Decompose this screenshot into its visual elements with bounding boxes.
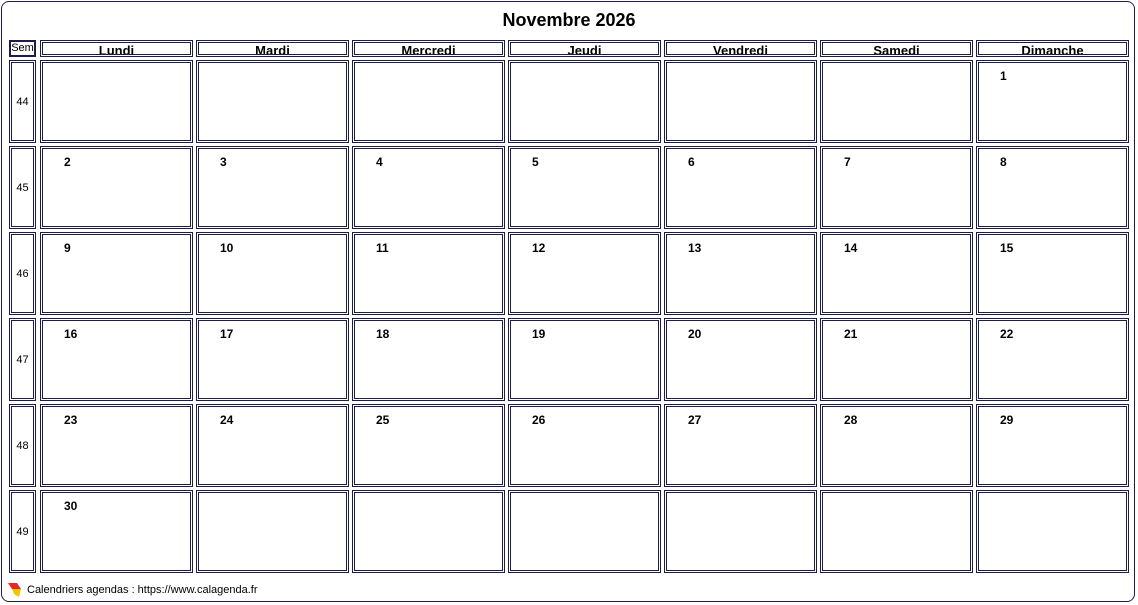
calagenda-logo-icon: [8, 583, 21, 597]
day-cell[interactable]: [352, 146, 505, 229]
day-cell[interactable]: [820, 490, 973, 573]
day-cell[interactable]: [664, 146, 817, 229]
day-cell[interactable]: [976, 60, 1129, 143]
day-header-5: Samedi: [820, 40, 973, 57]
day-cell[interactable]: [976, 490, 1129, 573]
day-cell[interactable]: [508, 404, 661, 487]
day-cell[interactable]: [820, 404, 973, 487]
calendar-title: Novembre 2026: [502, 10, 636, 30]
day-cell[interactable]: [508, 490, 661, 573]
day-number: 9: [64, 241, 71, 255]
day-number: 30: [64, 499, 78, 513]
day-number: 8: [1000, 155, 1007, 169]
day-number: 25: [376, 413, 390, 427]
day-cell[interactable]: [976, 318, 1129, 401]
day-cell[interactable]: [40, 318, 193, 401]
day-number: 24: [220, 413, 234, 427]
day-cell[interactable]: [196, 60, 349, 143]
week-number: 45: [9, 146, 36, 229]
day-cell[interactable]: [352, 232, 505, 315]
day-number: 19: [532, 327, 546, 341]
day-number: 7: [844, 155, 851, 169]
day-number: 6: [688, 155, 695, 169]
week-number: 49: [9, 490, 36, 573]
day-cell[interactable]: [976, 146, 1129, 229]
day-header-0: Lundi: [40, 40, 193, 57]
day-cell[interactable]: [352, 318, 505, 401]
day-number: 21: [844, 327, 858, 341]
day-number: 29: [1000, 413, 1014, 427]
day-cell[interactable]: [664, 404, 817, 487]
day-number: 22: [1000, 327, 1014, 341]
day-cell[interactable]: [352, 60, 505, 143]
day-cell[interactable]: [196, 146, 349, 229]
day-cell[interactable]: [820, 318, 973, 401]
day-number: 17: [220, 327, 234, 341]
day-cell[interactable]: [508, 318, 661, 401]
day-header-2: Mercredi: [352, 40, 505, 57]
day-cell[interactable]: [40, 404, 193, 487]
day-number: 26: [532, 413, 546, 427]
day-header-6: Dimanche: [976, 40, 1129, 57]
day-number: 15: [1000, 241, 1014, 255]
day-number: 1: [1000, 69, 1007, 83]
week-number: 48: [9, 404, 36, 487]
day-header-4: Vendredi: [664, 40, 817, 57]
day-number: 2: [64, 155, 71, 169]
day-header-1: Mardi: [196, 40, 349, 57]
day-cell[interactable]: [976, 232, 1129, 315]
day-cell[interactable]: [508, 232, 661, 315]
day-number: 20: [688, 327, 702, 341]
day-cell[interactable]: [196, 318, 349, 401]
day-number: 10: [220, 241, 234, 255]
week-number: 46: [9, 232, 36, 315]
day-cell[interactable]: [664, 490, 817, 573]
day-number: 13: [688, 241, 702, 255]
day-number: 27: [688, 413, 702, 427]
day-cell[interactable]: [508, 146, 661, 229]
week-number: 44: [9, 60, 36, 143]
week-column-header: Sem: [9, 40, 36, 57]
day-number: 3: [220, 155, 227, 169]
day-cell[interactable]: [196, 232, 349, 315]
day-number: 23: [64, 413, 78, 427]
day-cell[interactable]: [976, 404, 1129, 487]
day-cell[interactable]: [40, 146, 193, 229]
day-cell[interactable]: [196, 404, 349, 487]
day-cell[interactable]: [664, 232, 817, 315]
day-cell[interactable]: [196, 490, 349, 573]
day-cell[interactable]: [820, 146, 973, 229]
week-number: 47: [9, 318, 36, 401]
day-number: 5: [532, 155, 539, 169]
day-number: 28: [844, 413, 858, 427]
day-cell[interactable]: [820, 232, 973, 315]
day-cell[interactable]: [820, 60, 973, 143]
footer: [8, 581, 258, 599]
day-number: 12: [532, 241, 546, 255]
day-header-3: Jeudi: [508, 40, 661, 57]
day-number: 14: [844, 241, 858, 255]
day-number: 18: [376, 327, 390, 341]
day-cell[interactable]: [40, 232, 193, 315]
day-cell[interactable]: [40, 60, 193, 143]
day-number: 11: [376, 241, 389, 255]
day-cell[interactable]: [664, 318, 817, 401]
day-number: 16: [64, 327, 78, 341]
day-cell[interactable]: [352, 490, 505, 573]
day-cell[interactable]: [352, 404, 505, 487]
day-cell[interactable]: [40, 490, 193, 573]
day-cell[interactable]: [664, 60, 817, 143]
day-number: 4: [376, 155, 383, 169]
footer-link-text[interactable]: Calendriers agendas : https://www.calagenda.fr: [27, 584, 258, 596]
day-cell[interactable]: [508, 60, 661, 143]
